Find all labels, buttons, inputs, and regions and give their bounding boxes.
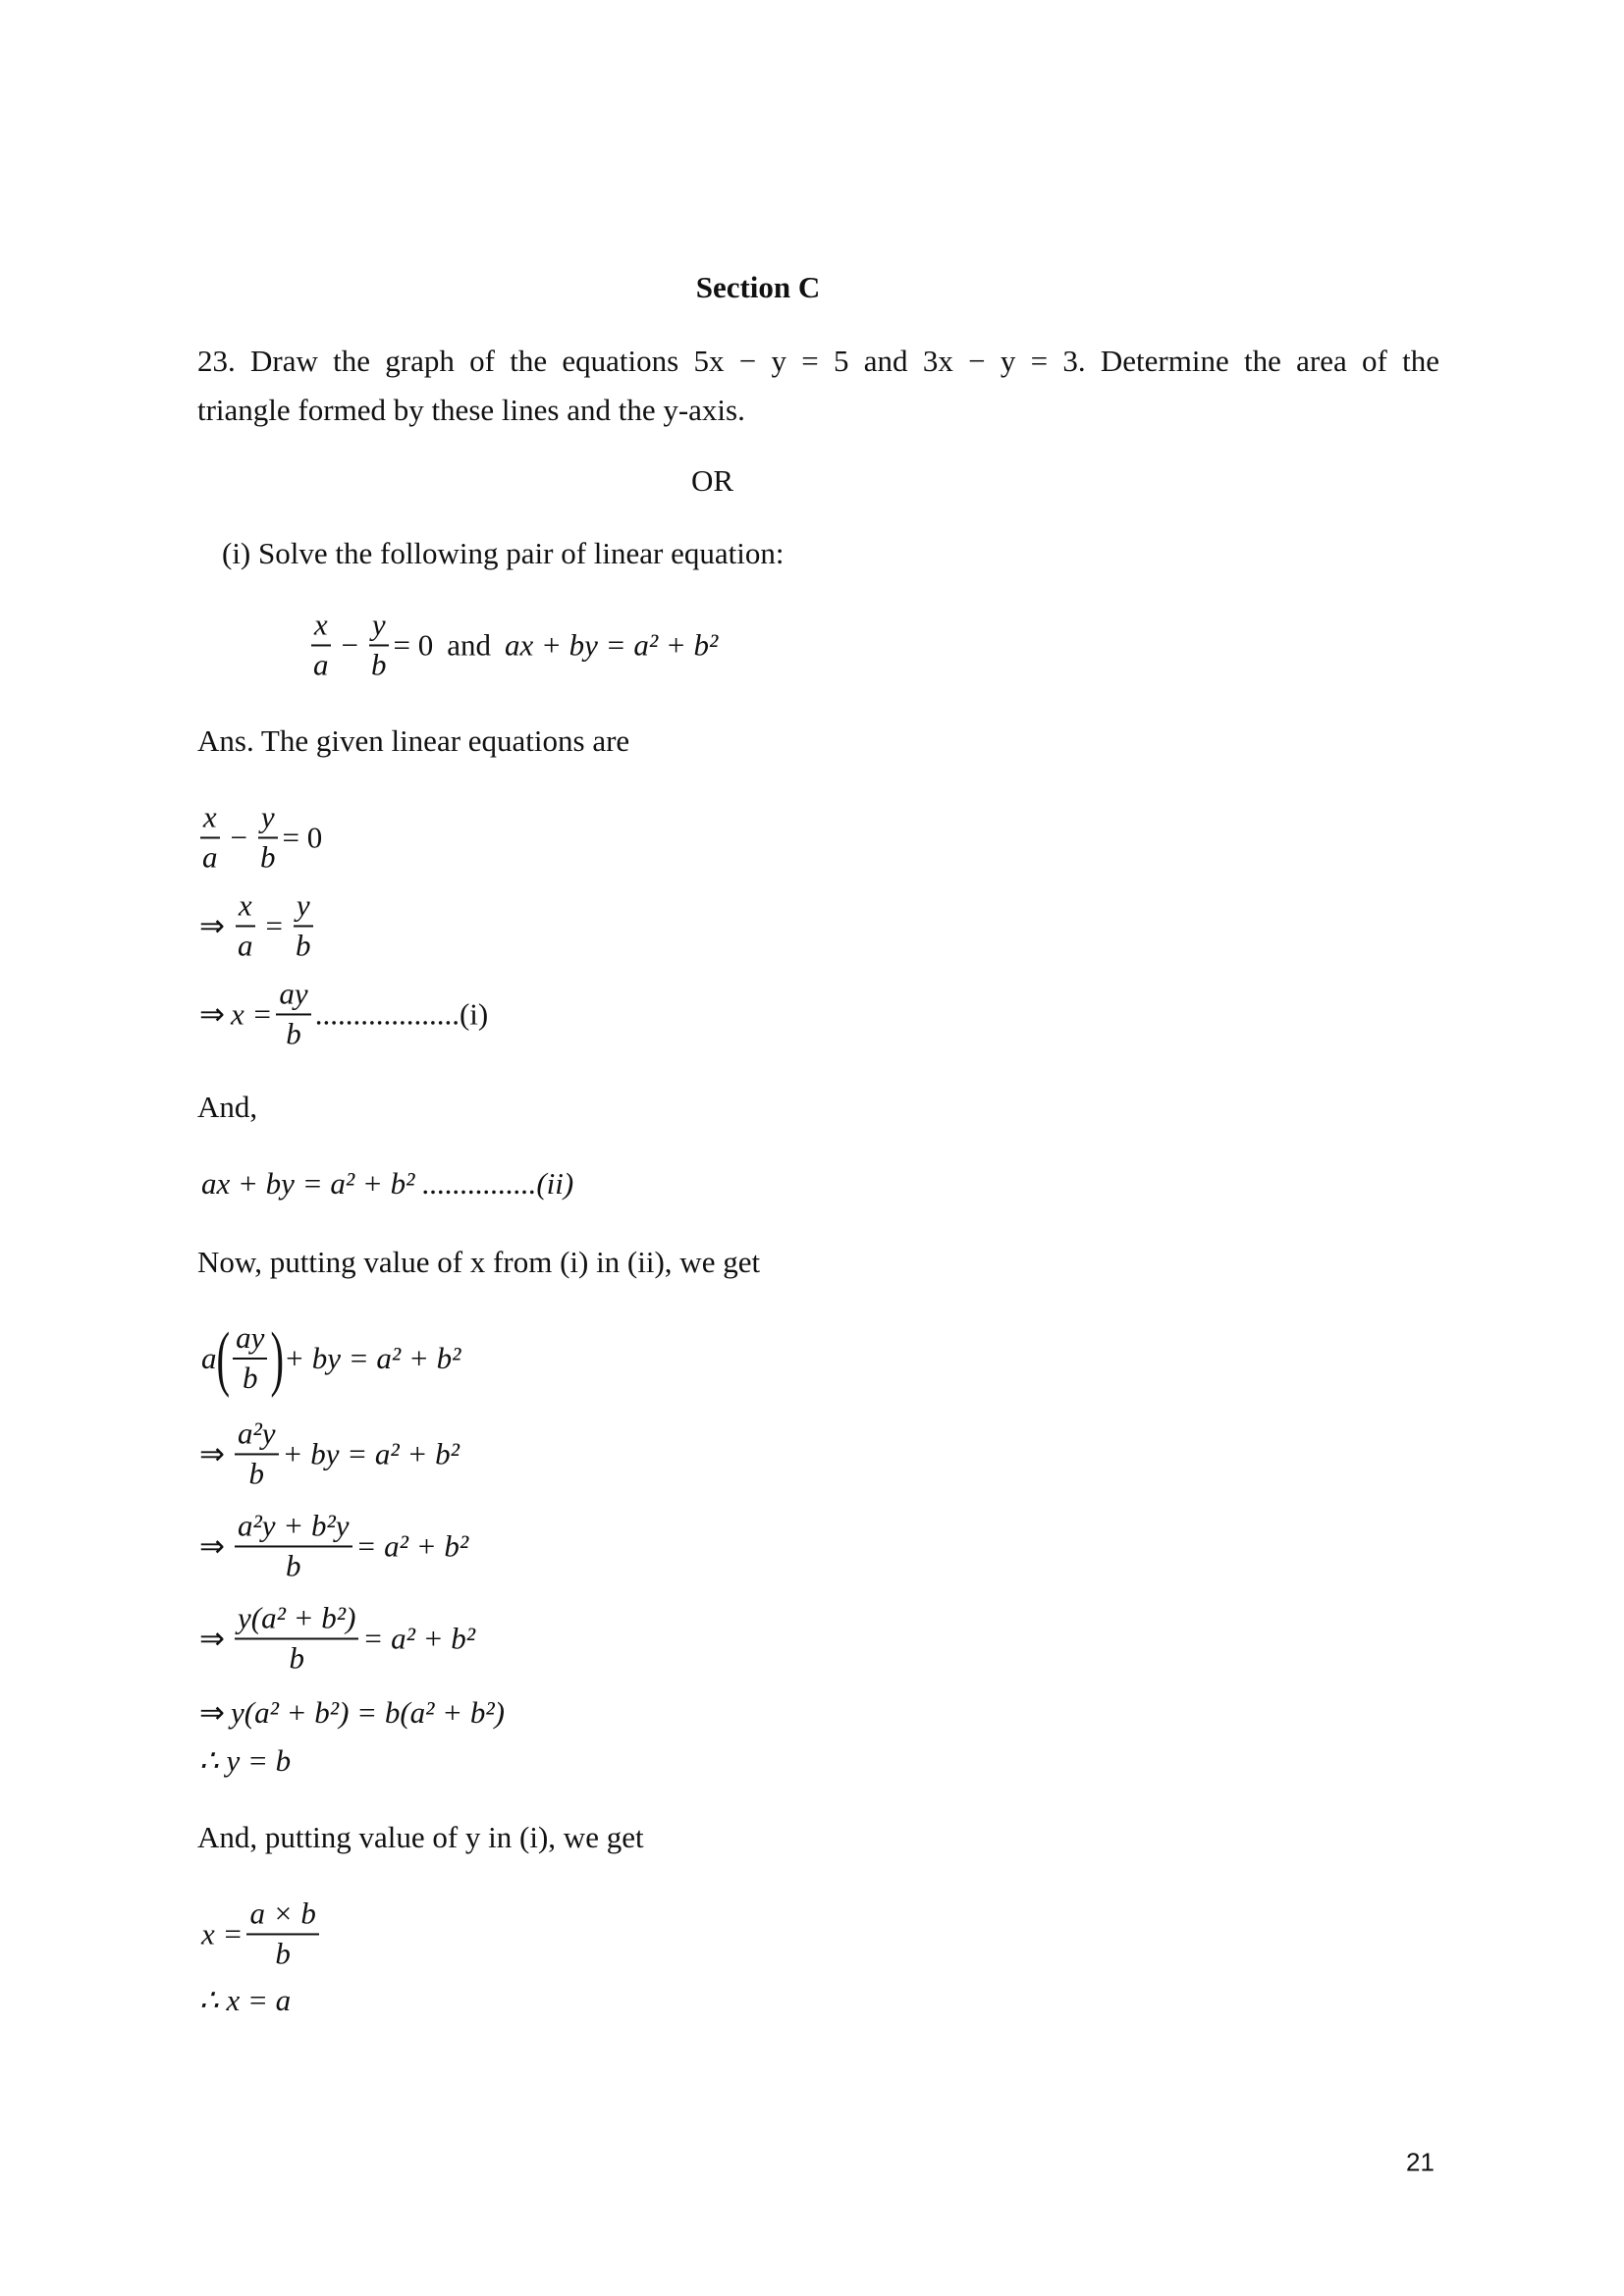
step-6: [199, 1417, 460, 1489]
step-5: [201, 1318, 461, 1399]
denominator: a: [237, 928, 253, 962]
given-equations: [306, 609, 718, 680]
fraction: [235, 1417, 279, 1489]
step-1: [199, 801, 322, 873]
equation-rest: + by = a² + b²: [284, 1341, 461, 1375]
fraction: [235, 1602, 358, 1674]
equation-rest: = a² + b²: [362, 1621, 476, 1655]
and-text: and: [447, 627, 491, 662]
now-text: [197, 1245, 760, 1280]
numerator: x: [200, 801, 220, 838]
numerator: ay: [233, 1322, 267, 1360]
and-text: And,: [197, 1090, 258, 1124]
denominator: b: [295, 928, 311, 962]
lhs: x =: [230, 996, 273, 1031]
equation: ax + by = a² + b²: [504, 627, 719, 662]
denominator: b: [370, 647, 387, 681]
fraction: [235, 1510, 352, 1581]
implies-arrow: ⇒: [199, 908, 225, 942]
fraction: [235, 889, 256, 961]
section-title: [0, 270, 1624, 305]
numerator: a²y: [235, 1417, 279, 1455]
fraction: [257, 801, 279, 873]
fraction: [293, 889, 314, 961]
step-4: [201, 1166, 573, 1201]
and-putting-text-content: And, putting value of y in (i), we get: [197, 1820, 644, 1854]
numerator: x: [311, 609, 331, 646]
question-line-1: [197, 344, 1439, 379]
lhs: x =: [201, 1916, 244, 1950]
numerator: y: [369, 609, 389, 646]
result-y: ∴ y = b: [199, 1743, 292, 1778]
fraction: [199, 801, 221, 873]
step-12: [199, 1983, 291, 2018]
equals: =: [265, 908, 283, 942]
coefficient: a: [201, 1341, 217, 1375]
fraction: [233, 1322, 267, 1394]
implies-arrow: ⇒: [199, 1528, 225, 1563]
or-text: OR: [691, 463, 734, 498]
question-text-2: triangle formed by these lines and the y-axis.: [197, 393, 745, 427]
answer-intro: [197, 723, 629, 759]
now-text-content: Now, putting value of x from (i) in (ii), we get: [197, 1245, 761, 1279]
denominator: a: [202, 839, 218, 874]
and-putting-text: [197, 1820, 644, 1855]
numerator: a × b: [246, 1897, 318, 1935]
step-9: [199, 1695, 505, 1731]
page-number: [1406, 2148, 1435, 2178]
equation-rest: y(a² + b²) = b(a² + b²): [230, 1695, 505, 1730]
or-label: [691, 463, 733, 499]
left-paren: (: [216, 1318, 230, 1399]
step-10: [199, 1743, 291, 1779]
fraction: [246, 1897, 318, 1969]
denominator: b: [289, 1640, 304, 1675]
denominator: b: [259, 839, 276, 874]
question-text-1: 23. Draw the graph of the equations 5x − y = 5 and 3x − y = 3. Determine the area of the: [197, 344, 1439, 378]
fraction: [310, 609, 332, 680]
numerator: a²y + b²y: [235, 1510, 352, 1547]
answer-intro-text: Ans. The given linear equations are: [197, 723, 630, 758]
implies-arrow: ⇒: [199, 1621, 225, 1655]
equation: ax + by = a² + b² ...............(ii): [201, 1166, 574, 1201]
operator: −: [341, 627, 358, 662]
equals-zero: = 0: [393, 627, 434, 662]
numerator: ay: [276, 978, 310, 1015]
fraction: [368, 609, 390, 680]
and-label: [197, 1090, 257, 1125]
denominator: a: [313, 647, 329, 681]
right-paren: ): [270, 1318, 285, 1399]
numerator: x: [236, 889, 255, 927]
equation-tag: ...................(i): [314, 996, 489, 1031]
question-line-2: [197, 393, 745, 428]
denominator: b: [243, 1361, 258, 1395]
denominator: b: [286, 1548, 301, 1582]
step-7: [199, 1510, 468, 1581]
denominator: b: [286, 1016, 301, 1050]
operator: −: [230, 820, 247, 854]
numerator: y: [258, 801, 278, 838]
numerator: y: [294, 889, 313, 927]
denominator: b: [248, 1456, 265, 1490]
subquestion: [222, 536, 785, 571]
step-11: [201, 1897, 323, 1969]
equation-rest: = 0: [282, 820, 323, 854]
numerator: y(a² + b²): [235, 1602, 358, 1639]
implies-arrow: ⇒: [199, 1695, 225, 1730]
step-8: [199, 1602, 475, 1674]
implies-arrow: ⇒: [199, 996, 225, 1031]
result-x: ∴ x = a: [199, 1983, 292, 2017]
implies-arrow: ⇒: [199, 1436, 225, 1470]
denominator: b: [275, 1936, 291, 1970]
equation-rest: = a² + b²: [355, 1528, 469, 1563]
subquestion-text: (i) Solve the following pair of linear equation:: [222, 536, 785, 570]
equation-rest: + by = a² + b²: [282, 1436, 460, 1470]
page-number-text: 21: [1406, 2147, 1435, 2177]
section-title-text: Section C: [695, 270, 821, 304]
step-3: [199, 978, 488, 1049]
fraction: [276, 978, 310, 1049]
step-2: [199, 889, 317, 961]
